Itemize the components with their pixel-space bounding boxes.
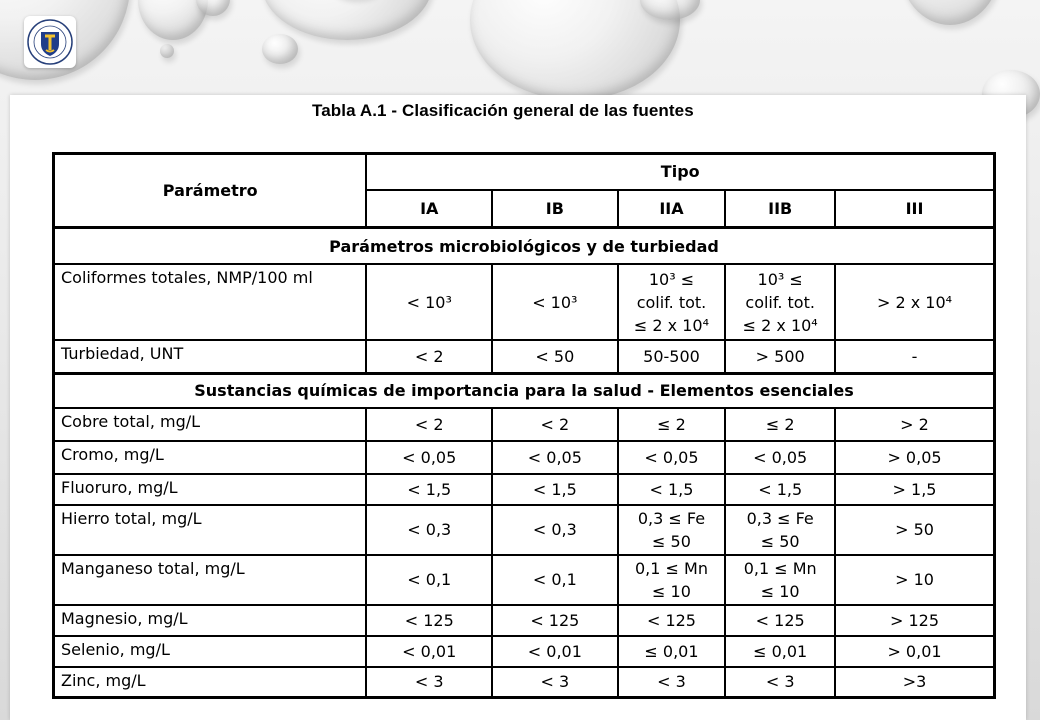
- parameter-name: Fluoruro, mg/L: [54, 474, 367, 505]
- value-line: < 2: [414, 414, 444, 434]
- value-cell: [366, 340, 492, 373]
- value-line: < 0,05: [644, 447, 699, 467]
- value-line: 10³ ≤: [648, 269, 695, 289]
- value-cell: [618, 474, 726, 505]
- value-line: ≤ 2: [765, 414, 795, 434]
- header-parametro: Parámetro: [54, 154, 367, 228]
- water-drop-decoration: [900, 0, 1000, 25]
- value-line: < 0,01: [402, 641, 457, 661]
- value-cell: [835, 264, 994, 340]
- parameter-name: Selenio, mg/L: [54, 636, 367, 667]
- value-line: ≤ 10: [760, 581, 800, 601]
- value-cell: [725, 441, 835, 474]
- value-line: ≤ 50: [652, 531, 691, 551]
- value-line: < 3: [540, 672, 570, 692]
- water-drop-decoration: [160, 44, 174, 58]
- value-line: > 2 x 10⁴: [876, 292, 953, 312]
- value-line: ≤ 50: [760, 531, 800, 551]
- value-line: ≤ 10: [652, 581, 691, 601]
- table-row: [54, 474, 995, 505]
- value-line: < 125: [646, 610, 696, 630]
- value-line: < 2: [540, 414, 570, 434]
- table-row: [54, 505, 995, 555]
- value-line: 0,3 ≤ Fe: [637, 508, 706, 528]
- value-cell: [618, 505, 726, 555]
- rows-micro: [54, 264, 995, 373]
- value-line: < 0,1: [407, 570, 452, 589]
- university-logo: [24, 16, 76, 68]
- value-cell: [366, 555, 492, 605]
- table-row: [54, 408, 995, 441]
- value-cell: [835, 555, 994, 605]
- value-line: < 10³: [532, 292, 578, 312]
- value-cell: [618, 636, 726, 667]
- value-cell: [725, 505, 835, 555]
- value-line: < 0,3: [532, 520, 577, 539]
- value-line: 0,3 ≤ Fe: [746, 508, 814, 528]
- value-line: < 1,5: [649, 479, 694, 499]
- value-line: < 50: [535, 346, 575, 366]
- value-cell: [618, 340, 726, 373]
- value-cell: [366, 636, 492, 667]
- value-cell: [618, 667, 726, 698]
- value-cell: [366, 667, 492, 698]
- value-line: < 3: [414, 672, 444, 692]
- table-row: [54, 667, 995, 698]
- value-line: > 2: [900, 414, 929, 434]
- value-cell: [618, 441, 726, 474]
- table-row: [54, 605, 995, 636]
- parameter-name: Magnesio, mg/L: [54, 605, 367, 636]
- parameter-name: Zinc, mg/L: [54, 667, 367, 698]
- header-type-ib: IB: [492, 190, 618, 228]
- header-type-iib: IIB: [725, 190, 835, 228]
- value-cell: [366, 408, 492, 441]
- section-microbiologicos: Parámetros microbiológicos y de turbiedad: [54, 228, 995, 265]
- value-line: < 1,5: [758, 479, 803, 499]
- value-line: colif. tot.: [745, 292, 815, 312]
- value-cell: [725, 474, 835, 505]
- header-type-iii: III: [835, 190, 994, 228]
- value-line: ≤ 0,01: [753, 641, 808, 661]
- value-line: > 50: [895, 520, 934, 539]
- table-caption: Tabla A.1 - Clasificación general de las fuentes: [312, 101, 694, 120]
- value-cell: [492, 605, 618, 636]
- value-cell: [835, 474, 994, 505]
- value-cell: [492, 340, 618, 373]
- table-row: [54, 555, 995, 605]
- value-line: < 10³: [406, 292, 452, 312]
- value-line: ≤ 2: [657, 414, 686, 434]
- value-line: < 1,5: [407, 479, 452, 499]
- value-cell: [835, 605, 994, 636]
- value-cell: [725, 264, 835, 340]
- value-cell: [725, 636, 835, 667]
- value-cell: [725, 340, 835, 373]
- value-line: < 0,01: [527, 641, 582, 661]
- value-line: 0,1 ≤ Mn: [743, 558, 817, 578]
- value-line: < 0,3: [407, 520, 452, 539]
- value-line: < 2: [414, 346, 444, 366]
- parameter-name: Coliformes totales, NMP/100 ml: [54, 264, 367, 340]
- value-cell: [725, 555, 835, 605]
- header-tipo: Tipo: [366, 154, 994, 190]
- table-row: [54, 340, 995, 373]
- value-line: < 1,5: [532, 479, 577, 499]
- value-cell: [492, 505, 618, 555]
- value-cell: [492, 441, 618, 474]
- value-cell: [835, 667, 994, 698]
- value-cell: [492, 408, 618, 441]
- rows-quimicas: [54, 408, 995, 698]
- table-row: [54, 264, 995, 340]
- value-line: -: [911, 346, 918, 366]
- value-cell: [618, 408, 726, 441]
- value-line: > 1,5: [892, 479, 937, 499]
- value-line: < 0,05: [753, 447, 808, 467]
- value-cell: [725, 605, 835, 636]
- value-cell: [725, 408, 835, 441]
- value-cell: [835, 441, 994, 474]
- value-cell: [835, 408, 994, 441]
- value-cell: [366, 605, 492, 636]
- value-cell: [835, 340, 994, 373]
- value-line: > 500: [755, 346, 805, 366]
- value-line: > 0,05: [887, 447, 942, 467]
- value-cell: [492, 264, 618, 340]
- value-line: ≤ 0,01: [644, 641, 699, 661]
- value-line: > 10: [895, 570, 934, 589]
- value-line: >3: [902, 672, 927, 692]
- value-line: < 125: [755, 610, 805, 630]
- value-line: > 125: [889, 610, 940, 630]
- parameter-name: Cobre total, mg/L: [54, 408, 367, 441]
- value-cell: [366, 505, 492, 555]
- value-cell: [366, 264, 492, 340]
- value-cell: [618, 264, 726, 340]
- value-line: < 125: [404, 610, 454, 630]
- value-line: < 0,05: [402, 447, 457, 467]
- table-row: [54, 441, 995, 474]
- value-line: > 0,01: [887, 641, 942, 661]
- value-cell: [618, 605, 726, 636]
- value-cell: [835, 636, 994, 667]
- water-drop-decoration: [262, 0, 432, 40]
- sources-classification-table: [52, 152, 996, 699]
- value-line: < 125: [530, 610, 580, 630]
- value-cell: [492, 474, 618, 505]
- value-cell: [618, 555, 726, 605]
- parameter-name: Cromo, mg/L: [54, 441, 367, 474]
- value-cell: [492, 555, 618, 605]
- table-row: [54, 636, 995, 667]
- value-cell: [492, 636, 618, 667]
- value-line: colif. tot.: [636, 292, 707, 312]
- value-line: ≤ 2 x 10⁴: [633, 315, 710, 335]
- value-line: < 3: [657, 672, 686, 692]
- value-cell: [725, 667, 835, 698]
- value-line: < 0,05: [527, 447, 582, 467]
- parameter-name: Turbiedad, UNT: [54, 340, 367, 373]
- value-line: 0,1 ≤ Mn: [634, 558, 708, 578]
- water-drop-decoration: [262, 34, 298, 64]
- parameter-name: Manganeso total, mg/L: [54, 555, 367, 605]
- value-cell: [366, 474, 492, 505]
- value-line: < 3: [765, 672, 795, 692]
- value-line: ≤ 2 x 10⁴: [742, 315, 818, 335]
- value-cell: [366, 441, 492, 474]
- section-sustancias-quimicas: Sustancias químicas de importancia para la salud - Elementos esenciales: [54, 373, 995, 408]
- value-cell: [492, 667, 618, 698]
- parameter-name: Hierro total, mg/L: [54, 505, 367, 555]
- header-type-ia: IA: [366, 190, 492, 228]
- header-type-iia: IIA: [618, 190, 726, 228]
- value-cell: [835, 505, 994, 555]
- value-line: < 0,1: [532, 570, 577, 589]
- value-line: 50-500: [643, 346, 700, 366]
- water-drop-decoration: [470, 0, 680, 100]
- value-line: 10³ ≤: [757, 269, 803, 289]
